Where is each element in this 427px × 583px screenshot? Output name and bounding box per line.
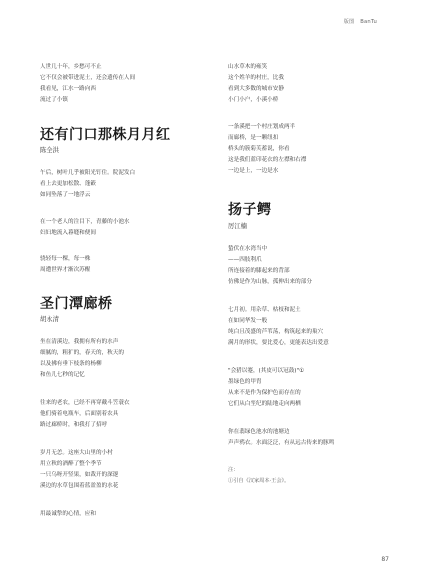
poem-line: 午后，树叶几乎被阳光钉住。院泥发白 <box>40 170 136 176</box>
poem-line: 蛰伏在水湾当中 <box>228 246 268 252</box>
poem-line: 路过廊桥时，和我打了招呼 <box>40 422 108 428</box>
poem-author: 胡永清 <box>40 316 59 323</box>
poem-line: 墨绿色的甲胄 <box>228 379 262 385</box>
note-text: ①引自《汉家周本·王会》。 <box>228 478 290 484</box>
poem-line: 周遭世界才渐次苏醒 <box>40 267 91 273</box>
poem-line: 在一个老人的注目下，青藤的小池水 <box>40 219 130 225</box>
poem-line: 用最诚挚的心情，应和 <box>40 511 96 517</box>
poem-line: 从来不是作为保护色而存在的 <box>228 390 301 396</box>
poem-line: 看到大多数的城市安静 <box>228 86 284 92</box>
poem-line: 以及拂有垂下枝条的杨柳 <box>40 361 102 367</box>
poem-line: 用立秋的酒醉了整个季节 <box>40 461 102 467</box>
brand-en: BanTu <box>360 19 377 25</box>
poem-line: 岁月无恙。这座大山里的小村 <box>40 450 113 456</box>
poem-line: 声声鸦衣。水面泛泛，有从远古传来的豚鸣 <box>228 440 335 446</box>
poem-line: 所连接着的膝起来的背部 <box>228 268 290 274</box>
poem-line: 七月初。用杂草、枯枝和泥土 <box>228 307 301 313</box>
note-label: 注： <box>228 467 239 473</box>
intro-line: 人世几十年，乡愁可不止 <box>40 64 102 70</box>
poem-title: 扬子鳄 <box>228 202 272 218</box>
poem-author: 厉江楠 <box>228 223 247 230</box>
poem-line: 妇妇地流入暮缝和便间 <box>40 230 96 236</box>
poem-line: 小门小户，小溪小桥 <box>228 97 279 103</box>
poem-line: 看上去更加松散、蓬簌 <box>40 181 96 187</box>
poem-line: 溪边的水草包围着蓝盈盈的水花 <box>40 483 119 489</box>
poem-line: 一边是上，一边是水 <box>228 168 279 174</box>
brand-cn: 版图 <box>343 19 355 25</box>
poem-author: 陈全洪 <box>40 147 59 154</box>
intro-line: 我看见，江水一路向西 <box>40 86 96 92</box>
poem-line: 在如同华发一般 <box>228 318 268 324</box>
page-header <box>340 18 377 25</box>
poem-line: 你在翡绿色池水的池塘边 <box>228 429 290 435</box>
poem-line: 它们从白垩纪的陆地走向两栖 <box>228 401 301 407</box>
poem-line: 骁轻每一棵，每一株 <box>40 256 91 262</box>
poem-line: 一只乌呀开竖果，如裁开的深邃 <box>40 472 119 478</box>
poem-line: 桥头的簇菊芙蓄说，你看 <box>228 146 290 152</box>
poem-line: 山水草木的雍笑 <box>228 64 268 70</box>
poem-line: 他们骑着电瓶车，后面别着农具 <box>40 411 119 417</box>
poem-line: 仿佛是作为山脉，孤伸出来的部分 <box>228 279 312 285</box>
intro-line: 流过了小镇 <box>40 97 68 103</box>
poem-line: 如同坠落了一地浮云 <box>40 192 91 198</box>
poem-line: 和鱼儿七秒的记忆 <box>40 372 85 378</box>
poem-line: 细腻的，粗犷的，春天的，秋天的 <box>40 350 124 356</box>
poem-title: 圣门潭廊桥 <box>40 296 113 312</box>
intro-line: 它不仅会被带进泥土，还会遗传在人间 <box>40 75 136 81</box>
poem-line: 满月的形状，要比爱心，更能表达出爱意 <box>228 340 329 346</box>
poem-line: ——四肢利爪 <box>228 257 262 263</box>
poem-line: "会猎以蹇，(其皮可以冠鼓)"① <box>228 368 305 374</box>
poem-line: 而廊桥，是一颗纽扣 <box>228 135 279 141</box>
poem-line: 这个姓羊的村庄，比我 <box>228 75 284 81</box>
poem-line: 坐在清溪边，我拥有所有的水声 <box>40 339 119 345</box>
page-number: 87 <box>381 556 389 563</box>
poem-line: 这是我们蓝印花衣的左襟和右襟 <box>228 157 307 163</box>
poem-line: 往来的老农，已经不再穿戴斗笠蓑衣 <box>40 400 130 406</box>
poem-line: 一条溪把一个村庄划成两半 <box>228 124 296 130</box>
poem-title: 还有门口那株月月红 <box>40 127 171 143</box>
poem-line: 纯白且茂盛的芦苇荡，构筑起来的巢穴 <box>228 329 324 335</box>
